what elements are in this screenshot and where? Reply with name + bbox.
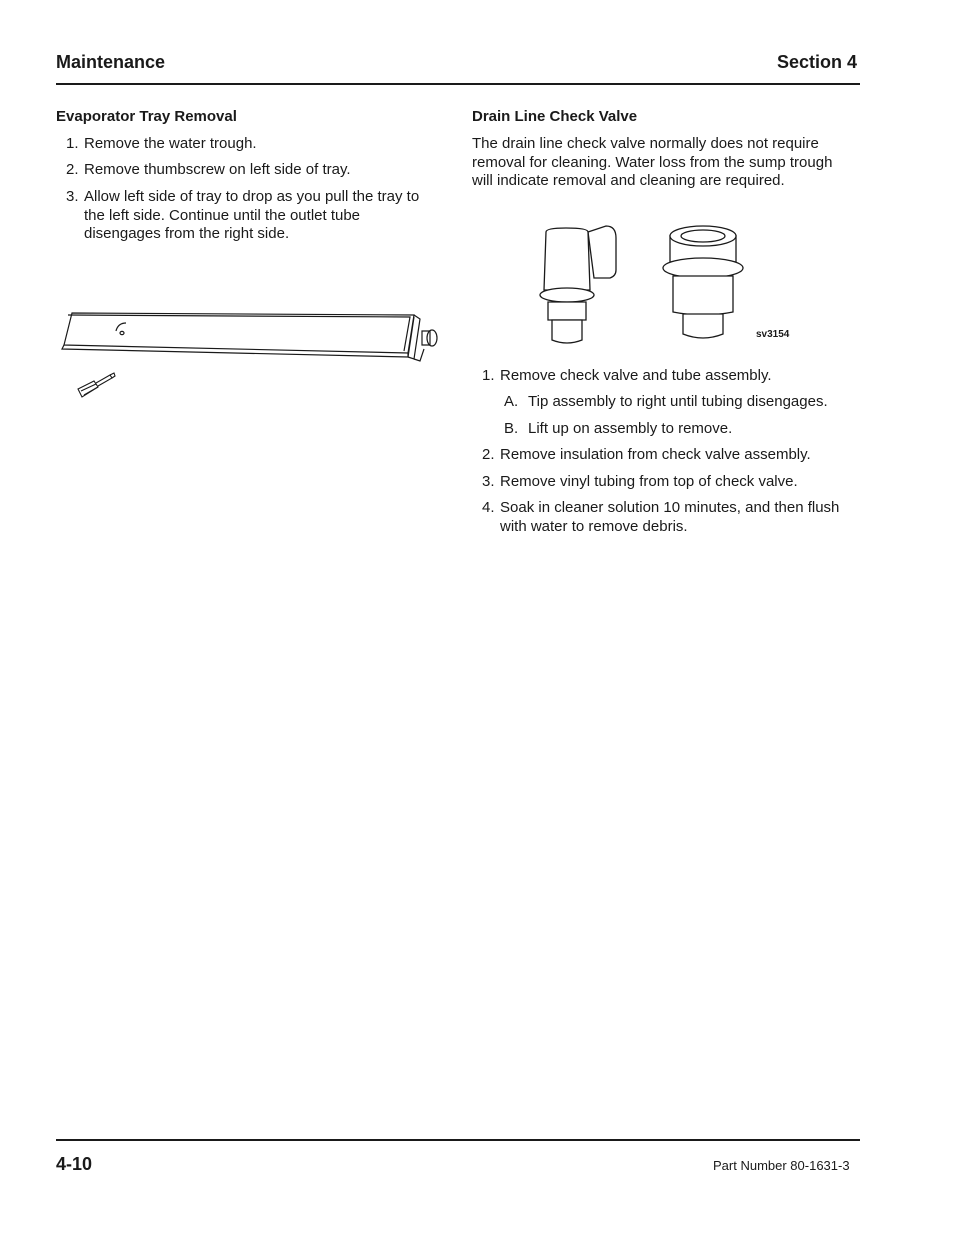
step-text-line-2: the left side. Continue until the outlet tube	[84, 206, 361, 224]
substep-letter: B.	[504, 420, 519, 437]
left-heading: Evaporator Tray Removal	[56, 108, 237, 125]
step-text-line-1: Allow left side of tray to drop as you pull the tray to	[84, 188, 420, 205]
footer-rule	[56, 1139, 860, 1141]
step-number: 3.	[66, 188, 79, 205]
part-number: Part Number 80-1631-3	[713, 1158, 850, 1173]
step-number: 4.	[482, 499, 495, 516]
figure-label: sv3154	[756, 329, 790, 340]
substep-text: Lift up on assembly to remove.	[528, 420, 733, 437]
step-text: Remove check valve and tube assembly.	[500, 367, 772, 384]
intro-line-1: The drain line check valve normally does not require	[472, 135, 819, 152]
intro-line-2: removal for cleaning. Water loss from the sump trough	[472, 153, 833, 171]
section-number: Section 4	[777, 52, 858, 72]
substep-text: Tip assembly to right until tubing disengages.	[528, 393, 828, 410]
step-number: 1.	[66, 135, 79, 152]
right-heading: Drain Line Check Valve	[472, 108, 638, 125]
step-text-line-2: with water to remove debris.	[500, 517, 688, 535]
step-number: 2.	[66, 161, 79, 178]
step-text-line-1: Soak in cleaner solution 10 minutes, and then flush	[500, 499, 840, 516]
thumbscrew	[78, 373, 115, 397]
intro-line-3: will indicate removal and cleaning are required.	[472, 172, 785, 189]
evaporator-tray	[62, 313, 437, 361]
step-text: Remove thumbscrew on left side of tray.	[84, 161, 351, 178]
substep-letter: A.	[504, 393, 519, 410]
step-number: 2.	[482, 446, 495, 463]
section-title: Maintenance	[56, 52, 166, 72]
step-number: 3.	[482, 473, 495, 490]
step-text-line-3: disengages from the right side.	[84, 225, 290, 242]
step-number: 1.	[482, 367, 495, 384]
page-number: 4-10	[56, 1154, 93, 1174]
step-text: Remove the water trough.	[84, 135, 257, 152]
step-text: Remove insulation from check valve assembly.	[500, 446, 811, 463]
check-valve-with-elbow	[540, 226, 616, 343]
step-text: Remove vinyl tubing from top of check valve.	[500, 473, 798, 490]
check-valve	[663, 226, 743, 338]
evaporator-tray-illustration	[58, 305, 444, 405]
header-rule	[56, 83, 860, 85]
